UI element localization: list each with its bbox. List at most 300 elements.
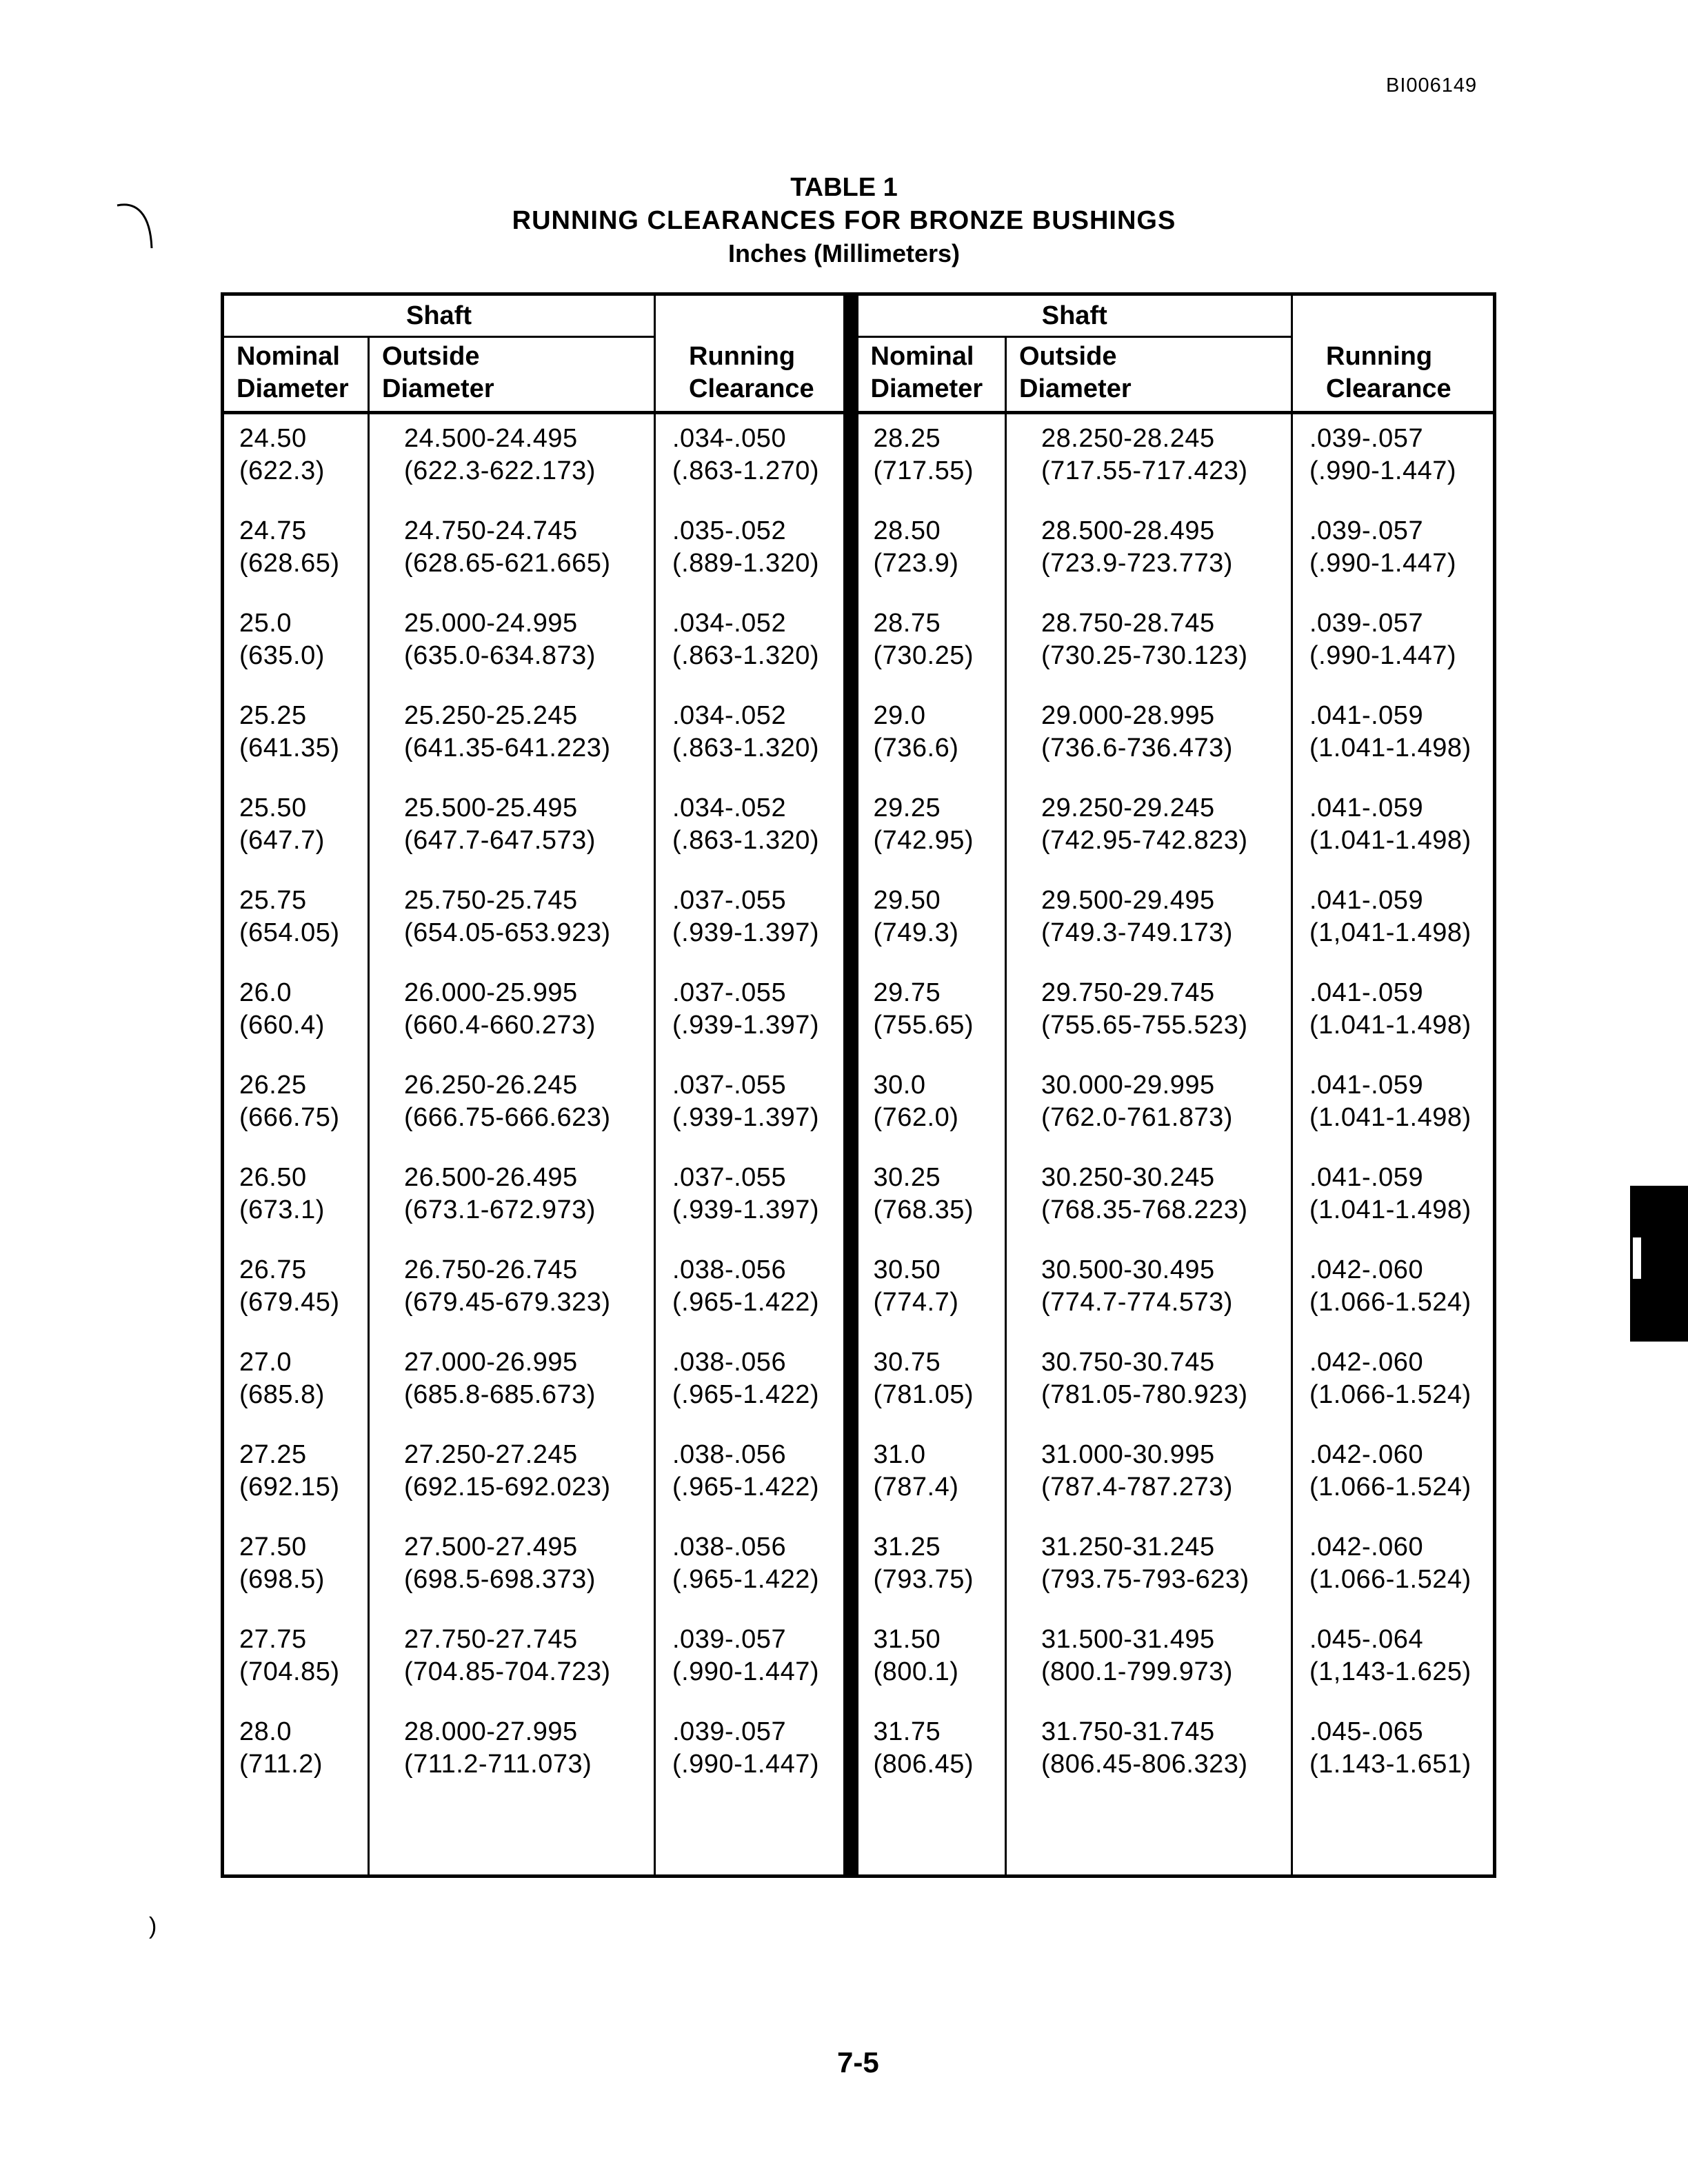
mm-value: (749.3) bbox=[873, 918, 959, 947]
inch-value: .038-.056 bbox=[672, 1348, 787, 1377]
mm-value: (800.1-799.973) bbox=[1041, 1657, 1233, 1686]
mm-value: (1.066-1.524) bbox=[1309, 1288, 1471, 1317]
running-clearance-right-cell bbox=[1292, 1153, 1495, 1246]
nominal-diameter-right-cell bbox=[851, 1430, 1006, 1523]
running-clearance-header-left bbox=[655, 294, 851, 413]
mm-value: (698.5-698.373) bbox=[404, 1565, 596, 1594]
mm-value: (806.45) bbox=[873, 1750, 974, 1779]
inch-value: 30.750-30.745 bbox=[1041, 1348, 1215, 1377]
inch-value: .041-.059 bbox=[1309, 978, 1424, 1007]
nominal-diameter-right-cell bbox=[851, 507, 1006, 599]
clearance-table bbox=[221, 292, 1496, 1878]
diameter-label: Diameter bbox=[382, 374, 494, 403]
nominal-diameter-cell bbox=[223, 1338, 369, 1430]
inch-value: 30.25 bbox=[873, 1163, 941, 1192]
inch-value: 31.0 bbox=[873, 1440, 926, 1469]
nominal-diameter-right-cell bbox=[851, 691, 1006, 784]
inch-value: 26.0 bbox=[239, 978, 292, 1007]
inch-value: .038-.056 bbox=[672, 1440, 787, 1469]
mm-value: (768.35) bbox=[873, 1195, 974, 1224]
outside-diameter-right-cell bbox=[1006, 1615, 1292, 1708]
running-clearance-right-cell bbox=[1292, 1708, 1495, 1800]
nominal-diameter-header-right bbox=[851, 337, 1006, 413]
inch-value: 26.75 bbox=[239, 1255, 307, 1284]
mm-value: (1.041-1.498) bbox=[1309, 1011, 1471, 1040]
outside-diameter-right-cell bbox=[1006, 691, 1292, 784]
inch-value: 24.500-24.495 bbox=[404, 424, 578, 453]
mm-value: (1,041-1.498) bbox=[1309, 918, 1471, 947]
running-clearance-cell bbox=[655, 784, 851, 876]
mm-value: (723.9) bbox=[873, 549, 959, 578]
diameter-label: Diameter bbox=[870, 374, 983, 403]
inch-value: 31.750-31.745 bbox=[1041, 1717, 1215, 1746]
inch-value: 28.250-28.245 bbox=[1041, 424, 1215, 453]
mm-value: (666.75) bbox=[239, 1103, 340, 1132]
inch-value: 26.000-25.995 bbox=[404, 978, 578, 1007]
outside-label: Outside bbox=[1019, 342, 1117, 371]
inch-value: 29.50 bbox=[873, 886, 941, 915]
mm-value: (641.35) bbox=[239, 734, 340, 762]
nominal-diameter-header-left bbox=[223, 337, 369, 413]
inch-value: .034-.052 bbox=[672, 793, 787, 822]
inch-value: 25.500-25.495 bbox=[404, 793, 578, 822]
inch-value: .039-.057 bbox=[1309, 609, 1424, 638]
mm-value: (768.35-768.223) bbox=[1041, 1195, 1248, 1224]
nominal-diameter-cell bbox=[223, 1430, 369, 1523]
shaft-header-right: Shaft bbox=[851, 294, 1292, 337]
outside-diameter-right-cell bbox=[1006, 599, 1292, 691]
nominal-diameter-cell bbox=[223, 1523, 369, 1615]
mm-value: (673.1-672.973) bbox=[404, 1195, 596, 1224]
mm-value: (.990-1.447) bbox=[672, 1750, 820, 1779]
outside-diameter-header-left bbox=[369, 337, 655, 413]
header-row-group bbox=[223, 294, 1495, 337]
nominal-diameter-right-cell bbox=[851, 1615, 1006, 1708]
diameter-label: Diameter bbox=[1019, 374, 1132, 403]
mm-value: (.990-1.447) bbox=[1309, 456, 1457, 485]
inch-value: 30.50 bbox=[873, 1255, 941, 1284]
mm-value: (762.0) bbox=[873, 1103, 959, 1132]
mm-value: (762.0-761.873) bbox=[1041, 1103, 1233, 1132]
inch-value: 25.75 bbox=[239, 886, 307, 915]
mm-value: (1.041-1.498) bbox=[1309, 826, 1471, 855]
outside-diameter-right-cell bbox=[1006, 1246, 1292, 1338]
running-clearance-cell bbox=[655, 1523, 851, 1615]
running-clearance-right-cell bbox=[1292, 1523, 1495, 1615]
nominal-diameter-cell bbox=[223, 876, 369, 969]
mm-value: (800.1) bbox=[873, 1657, 959, 1686]
mm-value: (.965-1.422) bbox=[672, 1473, 820, 1502]
inch-value: 30.500-30.495 bbox=[1041, 1255, 1215, 1284]
nominal-diameter-cell bbox=[223, 413, 369, 507]
nominal-label: Nominal bbox=[870, 342, 974, 371]
nominal-diameter-right-cell bbox=[851, 1523, 1006, 1615]
table-row bbox=[223, 969, 1495, 1061]
running-clearance-cell bbox=[655, 1061, 851, 1153]
mm-value: (.863-1.320) bbox=[672, 641, 820, 670]
mm-value: (755.65-755.523) bbox=[1041, 1011, 1248, 1040]
mm-value: (781.05-780.923) bbox=[1041, 1380, 1248, 1409]
empty-cell bbox=[655, 1800, 851, 1877]
running-clearance-cell bbox=[655, 1708, 851, 1800]
inch-value: .041-.059 bbox=[1309, 793, 1424, 822]
mm-value: (654.05) bbox=[239, 918, 340, 947]
running-clearance-right-cell bbox=[1292, 1430, 1495, 1523]
inch-value: .037-.055 bbox=[672, 886, 787, 915]
nominal-diameter-right-cell bbox=[851, 784, 1006, 876]
inch-value: 30.0 bbox=[873, 1071, 926, 1100]
mm-value: (742.95) bbox=[873, 826, 974, 855]
table-row bbox=[223, 1153, 1495, 1246]
outside-diameter-right-cell bbox=[1006, 1708, 1292, 1800]
mm-value: (635.0-634.873) bbox=[404, 641, 596, 670]
outside-diameter-header-right bbox=[1006, 337, 1292, 413]
inch-value: 25.25 bbox=[239, 701, 307, 730]
table-heading: RUNNING CLEARANCES FOR BRONZE BUSHINGS bbox=[512, 206, 1176, 235]
mm-value: (.965-1.422) bbox=[672, 1380, 820, 1409]
inch-value: 27.25 bbox=[239, 1440, 307, 1469]
nominal-diameter-right-cell bbox=[851, 1153, 1006, 1246]
outside-diameter-cell bbox=[369, 969, 655, 1061]
inch-value: 27.750-27.745 bbox=[404, 1625, 578, 1654]
nominal-diameter-cell bbox=[223, 1708, 369, 1800]
outside-label: Outside bbox=[382, 342, 480, 371]
mm-value: (781.05) bbox=[873, 1380, 974, 1409]
table-row bbox=[223, 1430, 1495, 1523]
inch-value: .039-.057 bbox=[1309, 516, 1424, 545]
outside-diameter-cell bbox=[369, 413, 655, 507]
outside-diameter-cell bbox=[369, 1615, 655, 1708]
inch-value: 27.500-27.495 bbox=[404, 1533, 578, 1561]
outside-diameter-cell bbox=[369, 784, 655, 876]
nominal-diameter-cell bbox=[223, 784, 369, 876]
running-clearance-cell bbox=[655, 876, 851, 969]
mm-value: (736.6) bbox=[873, 734, 959, 762]
running-clearance-cell bbox=[655, 691, 851, 784]
nominal-diameter-cell bbox=[223, 1061, 369, 1153]
inch-value: 30.000-29.995 bbox=[1041, 1071, 1215, 1100]
nominal-diameter-right-cell bbox=[851, 969, 1006, 1061]
running-clearance-right-cell bbox=[1292, 784, 1495, 876]
mm-value: (647.7-647.573) bbox=[404, 826, 596, 855]
inch-value: 26.25 bbox=[239, 1071, 307, 1100]
mm-value: (787.4) bbox=[873, 1473, 959, 1502]
nominal-diameter-right-cell bbox=[851, 876, 1006, 969]
table-row bbox=[223, 1708, 1495, 1800]
mm-value: (685.8) bbox=[239, 1380, 325, 1409]
outside-diameter-cell bbox=[369, 1430, 655, 1523]
running-clearance-cell bbox=[655, 599, 851, 691]
mm-value: (.965-1.422) bbox=[672, 1565, 820, 1594]
page-number: 7-5 bbox=[837, 2046, 879, 2079]
mm-value: (704.85-704.723) bbox=[404, 1657, 611, 1686]
inch-value: .041-.059 bbox=[1309, 1163, 1424, 1192]
mm-value: (723.9-723.773) bbox=[1041, 549, 1233, 578]
inch-value: 26.500-26.495 bbox=[404, 1163, 578, 1192]
table-row bbox=[223, 1615, 1495, 1708]
nominal-diameter-right-cell bbox=[851, 1708, 1006, 1800]
mm-value: (1.066-1.524) bbox=[1309, 1565, 1471, 1594]
mm-value: (793.75) bbox=[873, 1565, 974, 1594]
mm-value: (.990-1.447) bbox=[672, 1657, 820, 1686]
table-number: TABLE 1 bbox=[790, 173, 898, 202]
nominal-diameter-cell bbox=[223, 691, 369, 784]
nominal-diameter-right-cell bbox=[851, 599, 1006, 691]
mm-value: (.939-1.397) bbox=[672, 1011, 820, 1040]
outside-diameter-right-cell bbox=[1006, 876, 1292, 969]
mm-value: (635.0) bbox=[239, 641, 325, 670]
inch-value: 25.750-25.745 bbox=[404, 886, 578, 915]
diameter-label: Diameter bbox=[237, 374, 349, 403]
mm-value: (628.65-621.665) bbox=[404, 549, 611, 578]
empty-cell bbox=[1292, 1800, 1495, 1877]
inch-value: .037-.055 bbox=[672, 1163, 787, 1192]
nominal-diameter-cell bbox=[223, 969, 369, 1061]
inch-value: 28.75 bbox=[873, 609, 941, 638]
inch-value: 28.50 bbox=[873, 516, 941, 545]
running-clearance-header-right bbox=[1292, 294, 1495, 413]
running-clearance-right-cell bbox=[1292, 599, 1495, 691]
mm-value: (1.041-1.498) bbox=[1309, 1103, 1471, 1132]
mm-value: (730.25-730.123) bbox=[1041, 641, 1248, 670]
inch-value: .042-.060 bbox=[1309, 1348, 1424, 1377]
empty-cell bbox=[223, 1800, 369, 1877]
table-row bbox=[223, 784, 1495, 876]
margin-paren-mark: ) bbox=[149, 1913, 157, 1939]
mm-value: (.939-1.397) bbox=[672, 1103, 820, 1132]
mm-value: (679.45) bbox=[239, 1288, 340, 1317]
mm-value: (1.041-1.498) bbox=[1309, 734, 1471, 762]
inch-value: 28.0 bbox=[239, 1717, 292, 1746]
inch-value: 31.500-31.495 bbox=[1041, 1625, 1215, 1654]
inch-value: .039-.057 bbox=[672, 1625, 787, 1654]
table-row bbox=[223, 1523, 1495, 1615]
inch-value: 31.250-31.245 bbox=[1041, 1533, 1215, 1561]
inch-value: .038-.056 bbox=[672, 1533, 787, 1561]
shaft-header-left: Shaft bbox=[223, 294, 655, 337]
outside-diameter-cell bbox=[369, 599, 655, 691]
outside-diameter-right-cell bbox=[1006, 507, 1292, 599]
inch-value: 29.75 bbox=[873, 978, 941, 1007]
inch-value: .039-.057 bbox=[672, 1717, 787, 1746]
mm-value: (774.7-774.573) bbox=[1041, 1288, 1233, 1317]
inch-value: 26.50 bbox=[239, 1163, 307, 1192]
running-clearance-right-cell bbox=[1292, 691, 1495, 784]
mm-value: (628.65) bbox=[239, 549, 340, 578]
inch-value: 31.50 bbox=[873, 1625, 941, 1654]
inch-value: 27.000-26.995 bbox=[404, 1348, 578, 1377]
outside-diameter-cell bbox=[369, 1523, 655, 1615]
outside-diameter-right-cell bbox=[1006, 1061, 1292, 1153]
nominal-diameter-right-cell bbox=[851, 1338, 1006, 1430]
running-clearance-right-cell bbox=[1292, 1338, 1495, 1430]
mm-value: (692.15-692.023) bbox=[404, 1473, 611, 1502]
outside-diameter-cell bbox=[369, 1246, 655, 1338]
mm-value: (717.55-717.423) bbox=[1041, 456, 1248, 485]
mm-value: (806.45-806.323) bbox=[1041, 1750, 1248, 1779]
empty-cell bbox=[851, 1800, 1006, 1877]
outside-diameter-right-cell bbox=[1006, 784, 1292, 876]
outside-diameter-cell bbox=[369, 1061, 655, 1153]
running-clearance-right-cell bbox=[1292, 413, 1495, 507]
running-clearance-cell bbox=[655, 1615, 851, 1708]
nominal-diameter-cell bbox=[223, 1615, 369, 1708]
inch-value: 25.0 bbox=[239, 609, 292, 638]
running-clearance-right-cell bbox=[1292, 1061, 1495, 1153]
table-row bbox=[223, 1246, 1495, 1338]
mm-value: (736.6-736.473) bbox=[1041, 734, 1233, 762]
mm-value: (622.3-622.173) bbox=[404, 456, 596, 485]
inch-value: 28.000-27.995 bbox=[404, 1717, 578, 1746]
mm-value: (711.2) bbox=[239, 1750, 323, 1779]
inch-value: .034-.052 bbox=[672, 609, 787, 638]
table-body bbox=[223, 413, 1495, 1877]
table-title bbox=[0, 171, 1688, 270]
inch-value: .037-.055 bbox=[672, 1071, 787, 1100]
inch-value: 28.500-28.495 bbox=[1041, 516, 1215, 545]
mm-value: (692.15) bbox=[239, 1473, 340, 1502]
mm-value: (698.5) bbox=[239, 1565, 325, 1594]
mm-value: (793.75-793-623) bbox=[1041, 1565, 1249, 1594]
running-clearance-cell bbox=[655, 1430, 851, 1523]
running-clearance-right-cell bbox=[1292, 1615, 1495, 1708]
inch-value: .034-.052 bbox=[672, 701, 787, 730]
mm-value: (685.8-685.673) bbox=[404, 1380, 596, 1409]
outside-diameter-right-cell bbox=[1006, 1153, 1292, 1246]
inch-value: 28.25 bbox=[873, 424, 941, 453]
nominal-diameter-right-cell bbox=[851, 413, 1006, 507]
table-bottom-spacer bbox=[223, 1800, 1495, 1877]
mm-value: (.939-1.397) bbox=[672, 918, 820, 947]
outside-diameter-right-cell bbox=[1006, 969, 1292, 1061]
inch-value: 24.75 bbox=[239, 516, 307, 545]
inch-value: .041-.059 bbox=[1309, 886, 1424, 915]
outside-diameter-cell bbox=[369, 691, 655, 784]
table-row bbox=[223, 413, 1495, 507]
mm-value: (660.4-660.273) bbox=[404, 1011, 596, 1040]
table-units: Inches (Millimeters) bbox=[727, 239, 961, 267]
inch-value: 27.250-27.245 bbox=[404, 1440, 578, 1469]
inch-value: 25.000-24.995 bbox=[404, 609, 578, 638]
mm-value: (1.143-1.651) bbox=[1309, 1750, 1471, 1779]
inch-value: 30.250-30.245 bbox=[1041, 1163, 1215, 1192]
inch-value: 29.000-28.995 bbox=[1041, 701, 1215, 730]
nominal-diameter-cell bbox=[223, 1153, 369, 1246]
nominal-label: Nominal bbox=[237, 342, 340, 371]
mm-value: (.863-1.320) bbox=[672, 826, 820, 855]
inch-value: 26.250-26.245 bbox=[404, 1071, 578, 1100]
outside-diameter-right-cell bbox=[1006, 1523, 1292, 1615]
inch-value: .035-.052 bbox=[672, 516, 787, 545]
mm-value: (654.05-653.923) bbox=[404, 918, 611, 947]
clearance-label: Clearance bbox=[1326, 374, 1451, 403]
inch-value: .038-.056 bbox=[672, 1255, 787, 1284]
document-id: BI006149 bbox=[1386, 74, 1478, 97]
mm-value: (.939-1.397) bbox=[672, 1195, 820, 1224]
table-row bbox=[223, 691, 1495, 784]
inch-value: 24.750-24.745 bbox=[404, 516, 578, 545]
outside-diameter-cell bbox=[369, 507, 655, 599]
inch-value: 28.750-28.745 bbox=[1041, 609, 1215, 638]
inch-value: 29.750-29.745 bbox=[1041, 978, 1215, 1007]
outside-diameter-cell bbox=[369, 876, 655, 969]
running-clearance-cell bbox=[655, 1338, 851, 1430]
mm-value: (742.95-742.823) bbox=[1041, 826, 1248, 855]
table-row bbox=[223, 1061, 1495, 1153]
nominal-diameter-right-cell bbox=[851, 1246, 1006, 1338]
nominal-diameter-cell bbox=[223, 507, 369, 599]
inch-value: 29.250-29.245 bbox=[1041, 793, 1215, 822]
running-clearance-cell bbox=[655, 413, 851, 507]
running-clearance-right-cell bbox=[1292, 507, 1495, 599]
mm-value: (673.1) bbox=[239, 1195, 325, 1224]
mm-value: (660.4) bbox=[239, 1011, 325, 1040]
mm-value: (647.7) bbox=[239, 826, 325, 855]
mm-value: (.990-1.447) bbox=[1309, 549, 1457, 578]
inch-value: 31.25 bbox=[873, 1533, 941, 1561]
mm-value: (.863-1.320) bbox=[672, 734, 820, 762]
outside-diameter-right-cell bbox=[1006, 413, 1292, 507]
mm-value: (749.3-749.173) bbox=[1041, 918, 1233, 947]
outside-diameter-right-cell bbox=[1006, 1430, 1292, 1523]
running-clearance-right-cell bbox=[1292, 876, 1495, 969]
inch-value: 24.50 bbox=[239, 424, 307, 453]
inch-value: .034-.050 bbox=[672, 424, 787, 453]
clearance-label: Clearance bbox=[689, 374, 814, 403]
table-row bbox=[223, 507, 1495, 599]
running-clearance-right-cell bbox=[1292, 1246, 1495, 1338]
table-row bbox=[223, 876, 1495, 969]
running-clearance-cell bbox=[655, 1246, 851, 1338]
inch-value: .039-.057 bbox=[1309, 424, 1424, 453]
inch-value: .041-.059 bbox=[1309, 701, 1424, 730]
outside-diameter-cell bbox=[369, 1153, 655, 1246]
inch-value: 29.0 bbox=[873, 701, 926, 730]
mm-value: (.889-1.320) bbox=[672, 549, 820, 578]
mm-value: (1.066-1.524) bbox=[1309, 1473, 1471, 1502]
inch-value: 30.75 bbox=[873, 1348, 941, 1377]
table-row bbox=[223, 599, 1495, 691]
mm-value: (717.55) bbox=[873, 456, 974, 485]
inch-value: 25.50 bbox=[239, 793, 307, 822]
inch-value: .045-.065 bbox=[1309, 1717, 1424, 1746]
inch-value: 29.500-29.495 bbox=[1041, 886, 1215, 915]
outside-diameter-right-cell bbox=[1006, 1338, 1292, 1430]
running-clearance-cell bbox=[655, 507, 851, 599]
table-row bbox=[223, 1338, 1495, 1430]
section-tab-notch bbox=[1633, 1237, 1641, 1279]
outside-diameter-cell bbox=[369, 1338, 655, 1430]
inch-value: 27.50 bbox=[239, 1533, 307, 1561]
inch-value: .042-.060 bbox=[1309, 1440, 1424, 1469]
nominal-diameter-cell bbox=[223, 599, 369, 691]
running-label: Running bbox=[689, 342, 796, 371]
inch-value: .045-.064 bbox=[1309, 1625, 1424, 1654]
mm-value: (.990-1.447) bbox=[1309, 641, 1457, 670]
mm-value: (666.75-666.623) bbox=[404, 1103, 611, 1132]
mm-value: (1,143-1.625) bbox=[1309, 1657, 1471, 1686]
inch-value: .041-.059 bbox=[1309, 1071, 1424, 1100]
running-label: Running bbox=[1326, 342, 1433, 371]
inch-value: .042-.060 bbox=[1309, 1533, 1424, 1561]
mm-value: (1.066-1.524) bbox=[1309, 1380, 1471, 1409]
mm-value: (774.7) bbox=[873, 1288, 959, 1317]
running-clearance-right-cell bbox=[1292, 969, 1495, 1061]
empty-cell bbox=[369, 1800, 655, 1877]
mm-value: (711.2-711.073) bbox=[404, 1750, 592, 1779]
mm-value: (.965-1.422) bbox=[672, 1288, 820, 1317]
outside-diameter-cell bbox=[369, 1708, 655, 1800]
